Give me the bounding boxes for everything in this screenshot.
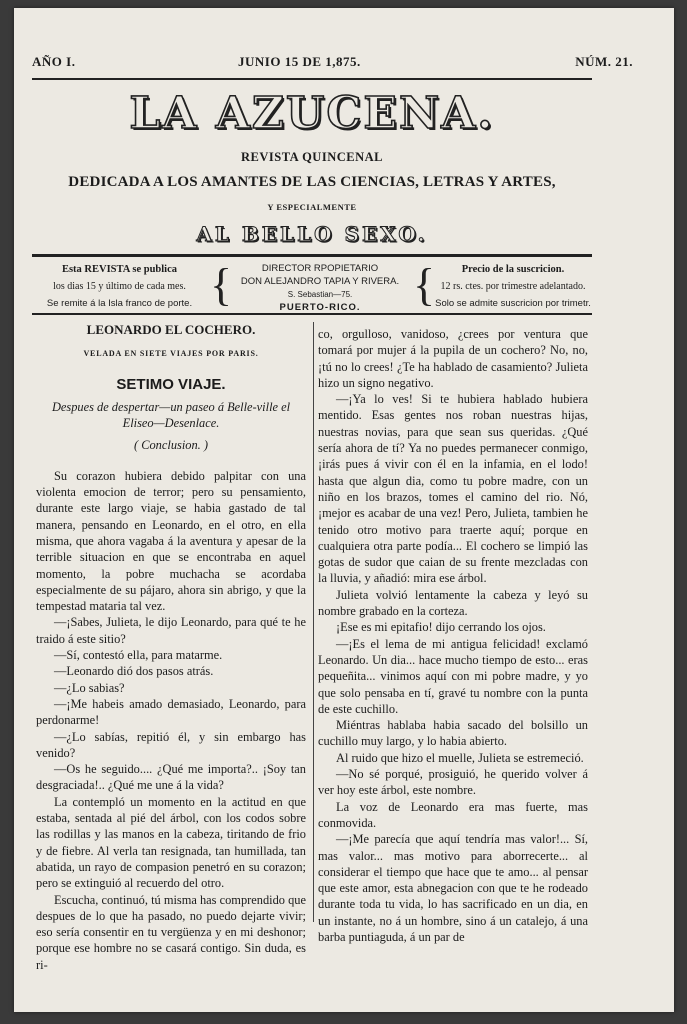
price-info xyxy=(428,261,598,313)
top-rule xyxy=(32,78,592,80)
paragraph: —¡Es el lema de mi antigua felicidad! exclamó Leonardo. Un dia... hace mucho tiempo de esto... eras pequeñita... vinimos aquí con mi pobre madre, y yo que solo pensaba en tí, gravé tu nombre con la punta de este cuchillo. xyxy=(318,636,588,716)
chapter-title: SETIMO VIAJE. xyxy=(116,375,226,393)
paragraph: co, orgulloso, vanidoso, ¿crees por ventura que tomará por mujer á la pupila de un cochero? No, no, ¡tú no lo crees! ¿Te ha hablado de casamiento? Julieta hizo un signo negativo. xyxy=(318,327,588,390)
director-line: DIRECTOR RPOPIETARIO xyxy=(261,263,379,274)
column-divider xyxy=(313,322,314,922)
info-bottom-rule xyxy=(32,313,592,315)
publication-info xyxy=(32,261,207,313)
masthead-subtitle: REVISTA QUINCENAL xyxy=(241,150,383,164)
price-line: Precio de la suscricion. xyxy=(461,264,565,275)
issue-date: JUNIO 15 DE 1,875. xyxy=(238,54,361,69)
left-column xyxy=(36,322,306,973)
publication-line: Esta REVISTA se publica xyxy=(61,264,178,275)
price-line: 12 rs. ctes. por trimestre adelantado. xyxy=(440,281,586,292)
right-column xyxy=(318,326,588,945)
paragraph: ¡Ese es mi epitafio! dijo cerrando los ojos. xyxy=(336,620,546,635)
paragraph: Su corazon hubiera debido palpitar con una violenta emocion de terror; pero su pensamiento, durante este largo viaje, se habia gastado de tal manera, pensando en Leonardo, en el otro, en ella misma, que ahora vagaba á la aventura y apesar de la terrible situacion en que se encontraba en aquel momento, la pobre muchacha se acordaba especialmente de su pájaro, ahora sin abrigo, y que la tempestad mataria tal vez. xyxy=(36,468,306,614)
publication-line: los dias 15 y último de cada mes. xyxy=(53,281,186,292)
director-line: PUERTO-RICO. xyxy=(279,302,361,313)
price-line: Solo se admite suscricion por trimetr. xyxy=(435,298,591,309)
paragraph: —¡Me parecía que aquí tendría mas valor!... Sí, mas valor... mas motivo para aborrecerte... al considerar el tiempo que hace que te amo... al pensar que este amor, esta abnegacion con que te he rodeado durante toda tu vida, lo has sacrificado en un dia, en un instante, no á un hombre, sino á un catalejo, á una barba puntiaguda, á un par de xyxy=(318,832,588,944)
conclusion-label: ( Conclusion. ) xyxy=(134,438,208,453)
paragraph: —¡Ya lo ves! Si te hubiera hablado hubiera mentido. Esas gentes nos roban nuestras hijas, nuestras novias, para que sean sus queridas. ¿Qué sería ahora de tí? Ya no puedes permanecer conmigo, ¡irás pues á vivir con él en la infamia, en el lodo! hasta que algun dia, como tu pobre madre, con un niño en los brazos, tomes el camino del rio. Nó, ¡mejor es acabar de una vez! Pero, Julieta, tambien he tenido otro motivo para traerte aquí; porque en cualquiera otra parte podía... El cochero se limpió las gotas de sudor que caian de su frente mezcladas con la lluvia, y añadió: mira ese árbol. xyxy=(318,392,588,586)
paragraph: Julieta volvió lentamente la cabeza y leyó su nombre grabado en la corteza. xyxy=(318,587,588,619)
masthead-dedication: DEDICADA A LOS AMANTES DE LAS CIENCIAS, LETRAS Y ARTES, xyxy=(68,174,556,190)
director-line: DON ALEJANDRO TAPIA Y RIVERA. xyxy=(240,276,400,287)
paragraph: —¡Sabes, Julieta, le dijo Leonardo, para qué te he traido á este sitio? xyxy=(36,615,306,646)
paragraph: —¡Me habeis amado demasiado, Leonardo, para perdonarme! xyxy=(36,696,306,728)
article-subtitle: VELADA EN SIETE VIAJES POR PARIS. xyxy=(83,349,259,359)
issue-header xyxy=(32,54,633,72)
paragraph: Al ruido que hizo el muelle, Julieta se estremeció. xyxy=(336,750,584,765)
paragraph: —¿Lo sabías, repitió él, y sin embargo has venido? xyxy=(36,729,306,760)
paragraph: La contempló un momento en la actitud en que estaba, sentada al pié del árbol, con los codos sobre las rodillas y las manos en la cabeza, tiritando de frio y de fiebre. Al verla tan resignada, tan humillada, tan abatida, un rayo de compasion penetró en su corazon; pero se extinguió al recuerdo del otro. xyxy=(36,794,306,891)
brace-right: { xyxy=(413,259,436,310)
director-info xyxy=(222,262,418,314)
issue-number: NÚM. 21. xyxy=(575,54,633,69)
masthead-title: LA AZUCENA. xyxy=(129,88,495,139)
paragraph: —Sí, contestó ella, para matarme. xyxy=(54,648,223,663)
masthead-especially: Y ESPECIALMENTE xyxy=(267,202,357,212)
info-top-rule xyxy=(32,254,592,257)
article-title: LEONARDO EL COCHERO. xyxy=(86,322,256,337)
publication-line: Se remite á la Isla franco de porte. xyxy=(46,298,193,309)
paragraph: Miéntras hablaba habia sacado del bolsillo un cuchillo muy largo, y lo habia abierto. xyxy=(318,718,588,749)
paragraph: Escucha, continuó, tú misma has comprendido que despues de lo que ha pasado, no puedo dejarte vivir; eso sería consentir en tu vergüenza y en mi deshonor; porque ese hombre no se casará contigo. Sin duda, es ri- xyxy=(36,892,306,972)
director-line: S. Sebastian—75. xyxy=(287,290,353,299)
brace-left: { xyxy=(210,259,233,310)
paragraph: —¿Lo sabias? xyxy=(54,680,125,695)
masthead-audience: AL BELLO SEXO. xyxy=(196,222,428,246)
chapter-summary: Despues de despertar—un paseo á Belle-ville el Eliseo—Desenlace. xyxy=(51,399,291,431)
paragraph: —Leonardo dió dos pasos atrás. xyxy=(54,664,214,679)
paragraph: —Os he seguido.... ¿Qué me importa?.. ¡Soy tan desgraciada!.. ¿Qué me une á la vida? xyxy=(36,762,306,793)
paragraph: La voz de Leonardo era mas fuerte, mas conmovida. xyxy=(318,799,588,830)
year-label: AÑO I. xyxy=(32,54,76,69)
paragraph: —No sé porqué, prosiguió, he querido volver á ver hoy este árbol, este nombre. xyxy=(318,767,588,798)
